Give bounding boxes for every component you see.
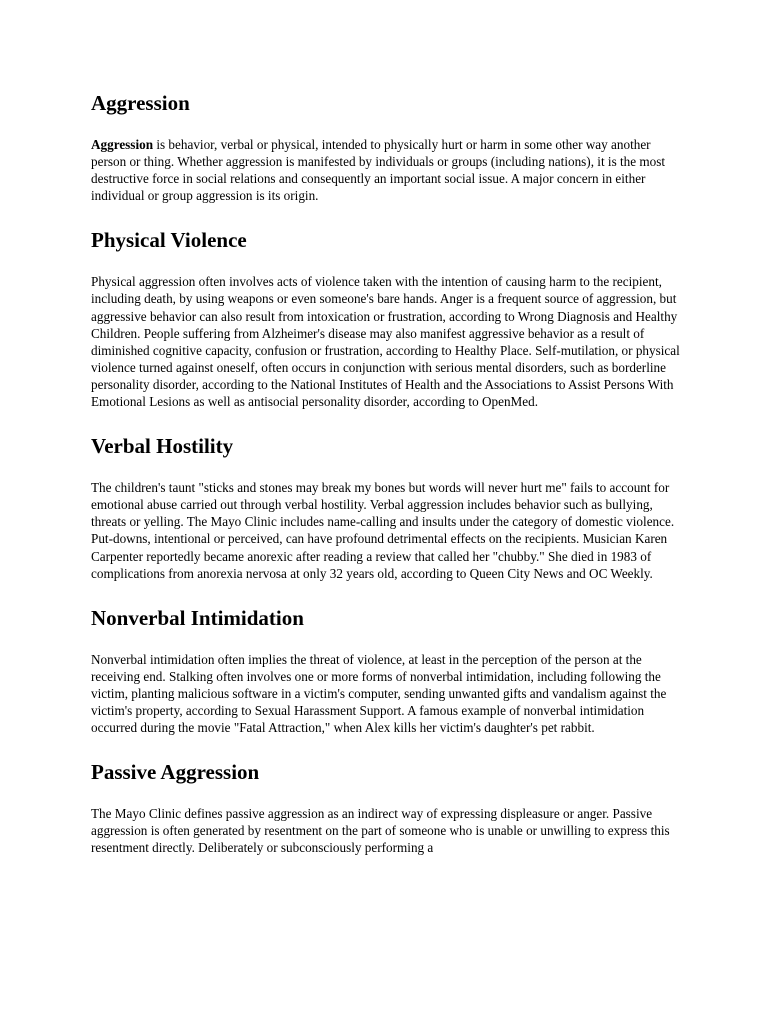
section-title-passive-aggression: Passive Aggression (91, 760, 260, 785)
section-paragraph-aggression (91, 136, 681, 204)
paragraph-text: is behavior, verbal or physical, intended to physically hurt or harm in some other way another person or thing. Whether aggression is manifested by individuals or groups (including nations), it is the most destructive force in social relations and consequently an important social issue. A major concern in either individual or group aggression is its origin. (91, 137, 666, 204)
section-title-physical-violence: Physical Violence (91, 228, 247, 253)
section-paragraph-verbal-hostility: The children's taunt "sticks and stones may break my bones but words will never hurt me" fails to account for emotional abuse carried out through verbal hostility. Verbal aggression includes behavior such as bullying, threats or yelling. The Mayo Clinic includes name-calling and insults under the category of domestic violence. Put-downs, intentional or perceived, can have profound detrimental effects on the recipients. Musician Karen Carpenter reportedly became anorexic after reading a review that called her "chubby." She died in 1983 of complications from anorexia nervosa at only 32 years old, according to Queen City News and OC Weekly. (91, 480, 675, 581)
document-page (91, 90, 681, 856)
section-paragraph-passive-aggression: The Mayo Clinic defines passive aggression as an indirect way of expressing displeasure or anger. Passive aggression is often generated by resentment on the part of someone who is unable or unwilling to express this resentment directly. Deliberately or subconsciously performing a (91, 806, 670, 856)
section-title-nonverbal-intimidation: Nonverbal Intimidation (91, 605, 304, 630)
section-paragraph-physical-violence: Physical aggression often involves acts of violence taken with the intention of causing harm to the recipient, including death, by using weapons or even someone's bare hands. Anger is a frequent source of aggression, but aggressive behavior can also result from intoxication or frustration, according to Wrong Diagnosis and Healthy Children. People suffering from Alzheimer's disease may also manifest aggressive behavior as a result of diminished cognitive capacity, confusion or frustration, according to Healthy Place. Self-mutilation, or physical violence turned against oneself, often occurs in conjunction with serious mental disorders, such as borderline personality disorder, according to the National Institutes of Health and the Associations to Assist Persons With Emotional Lesions as well as antisocial personality disorder, according to OpenMed. (91, 274, 680, 410)
section-paragraph-nonverbal-intimidation: Nonverbal intimidation often implies the threat of violence, at least in the perception of the person at the receiving end. Stalking often involves one or more forms of nonverbal intimidation, including following the victim, planting malicious software in a victim's computer, sending unwanted gifts and vandalism against the victim's property, according to Sexual Harassment Support. A famous example of nonverbal intimidation occurred during the movie "Fatal Attraction," when Alex kills her victim's daughter's pet rabbit. (91, 651, 667, 736)
bold-term: Aggression (91, 137, 154, 152)
section-title-verbal-hostility: Verbal Hostility (91, 434, 234, 459)
section-title-aggression: Aggression (91, 91, 190, 115)
